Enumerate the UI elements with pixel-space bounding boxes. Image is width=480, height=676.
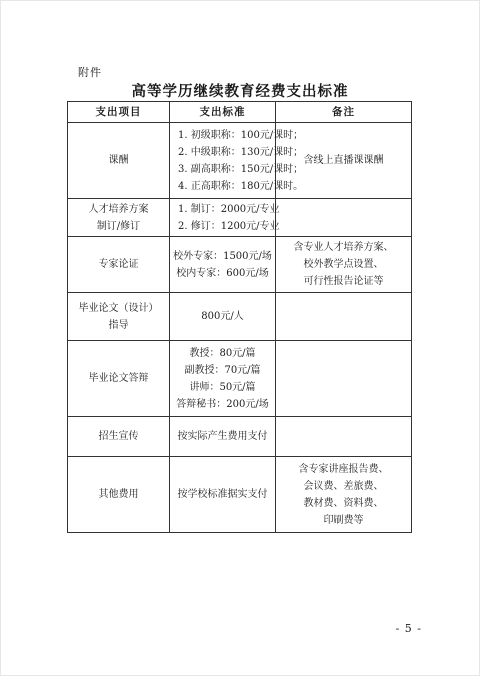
standard-line: 2. 中级职称：130元/课时； (178, 146, 304, 158)
cell-item (68, 199, 170, 237)
table-header-row (68, 102, 412, 123)
note-line: 印刷费等 (323, 514, 364, 526)
header-standard: 支出标准 (170, 102, 276, 123)
note-line: 教材费、资料费、 (303, 497, 384, 509)
cell-item (68, 417, 170, 457)
item-line: 招生宣传 (98, 431, 139, 442)
standard-line: 800元/人 (201, 311, 244, 322)
table-row (68, 237, 412, 293)
cell-note (276, 341, 412, 417)
header-note: 备注 (276, 102, 412, 123)
table-row (68, 457, 412, 533)
table-row (68, 417, 412, 457)
standard-line: 校内专家：600元/场 (176, 267, 269, 279)
cell-note (276, 199, 412, 237)
cell-standard (170, 457, 276, 533)
cell-note (276, 417, 412, 457)
document-title: 高等学历继续教育经费支出标准 (131, 83, 349, 100)
note-line: 可行性报告论证等 (303, 276, 384, 287)
cell-item (68, 457, 170, 533)
table-row (68, 293, 412, 341)
standard-line: 讲师：50元/篇 (189, 381, 256, 393)
standard-line: 3. 副高职称：150元/课时； (178, 163, 304, 175)
cell-standard (170, 237, 276, 293)
cell-standard (170, 123, 304, 199)
table-row (68, 341, 412, 417)
cell-item (68, 237, 170, 293)
cell-standard (170, 293, 276, 341)
item-line: 毕业论文（设计） (78, 302, 159, 314)
standard-line: 2. 修订：1200元/专业 (178, 220, 280, 232)
cell-standard (170, 341, 276, 417)
cell-note (276, 293, 412, 341)
table-row (68, 123, 412, 199)
table-row (68, 199, 412, 237)
cell-item (68, 123, 170, 199)
item-line: 人才培养方案 (88, 203, 149, 215)
page-number: - 5 - (395, 622, 422, 635)
item-line: 制订/修订 (96, 220, 141, 232)
note-line: 会议费、差旅费、 (303, 480, 384, 492)
cell-note (276, 237, 412, 293)
item-line: 指导 (108, 319, 129, 331)
note-line: 校外教学点设置、 (303, 259, 384, 270)
standard-line: 按实际产生费用支付 (177, 431, 268, 442)
item-line: 专家论证 (98, 259, 139, 270)
item-line: 毕业论文答辩 (88, 373, 149, 384)
item-line: 其他费用 (98, 489, 139, 500)
expense-standard-table (67, 101, 412, 533)
cell-note (276, 457, 412, 533)
cell-item (68, 293, 170, 341)
standard-line: 4. 正高职称：180元/课时。 (178, 180, 304, 192)
attachment-label: 附件 (78, 66, 102, 79)
cell-standard (170, 199, 280, 237)
standard-line: 校外专家：1500元/场 (173, 250, 272, 262)
cell-item (68, 341, 170, 417)
item-line: 课酬 (108, 155, 129, 166)
standard-line: 副教授：70元/篇 (184, 364, 261, 376)
header-item: 支出项目 (68, 102, 170, 123)
cell-standard (170, 417, 276, 457)
note-line: 含线上直播课课酬 (303, 155, 384, 166)
standard-line: 按学校标准据实支付 (177, 489, 268, 500)
standard-line: 教授：80元/篇 (189, 347, 256, 359)
note-line: 含专业人才培养方案、 (293, 242, 394, 253)
standard-line: 答辩秘书：200元/场 (176, 398, 269, 410)
standard-line: 1. 初级职称：100元/课时； (178, 129, 304, 141)
standard-line: 1. 制订：2000元/专业 (178, 203, 280, 215)
note-line: 含专家讲座报告费、 (298, 463, 389, 475)
